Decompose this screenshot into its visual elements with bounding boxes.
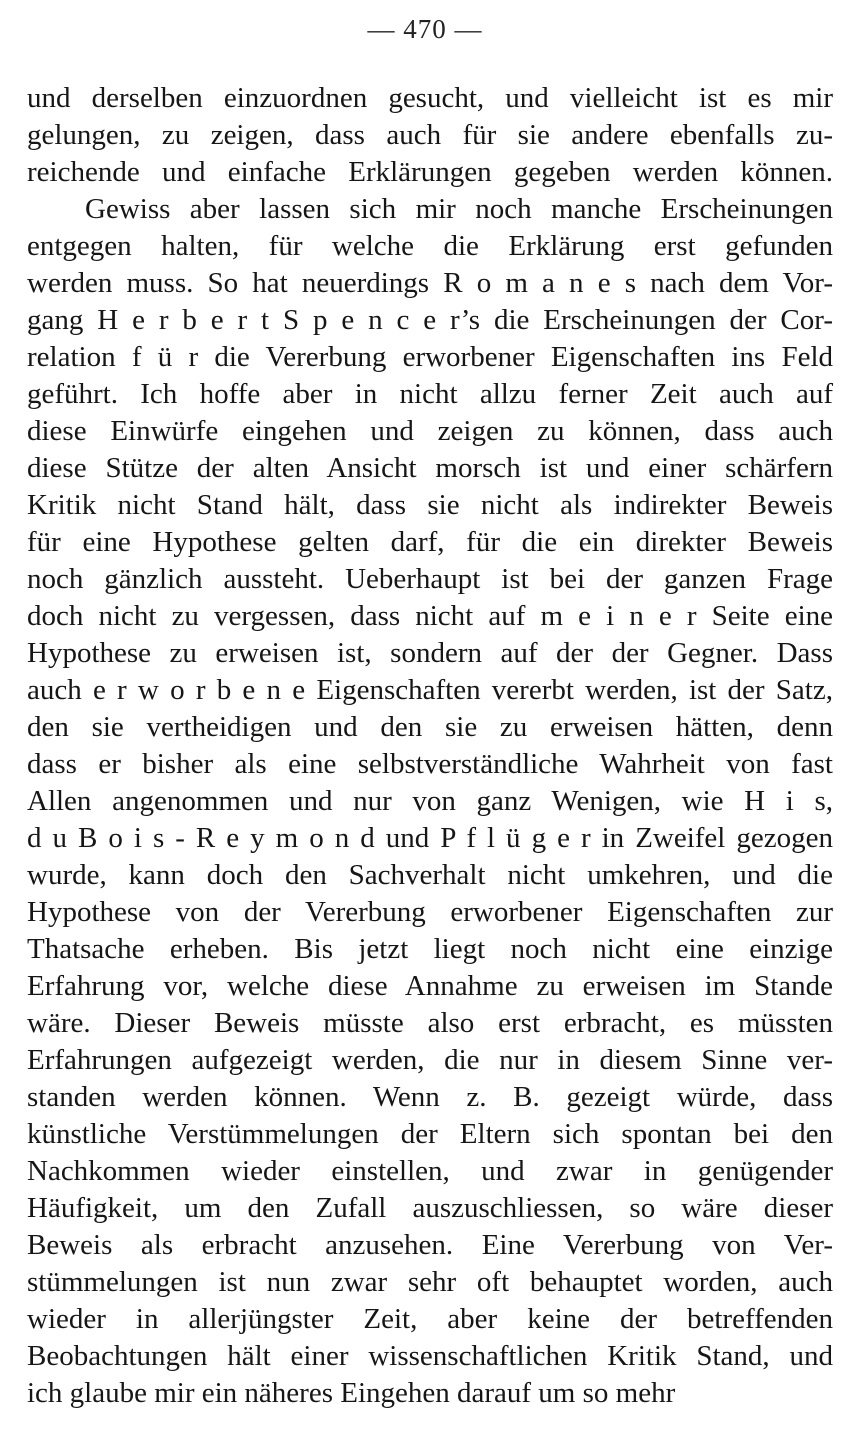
text-line: dass er bisher als eine selbstverständliche Wahrheit von fast — [27, 748, 833, 780]
text-line: Häufigkeit, um den Zufall auszuschliessen, so wäre dieser — [27, 1192, 833, 1224]
text-line: ich glaube mir ein näheres Eingehen darauf um so mehr — [27, 1377, 676, 1409]
text-line: Kritik nicht Stand hält, dass sie nicht als indirekter Beweis — [27, 489, 833, 521]
page-number: — 470 — — [367, 14, 483, 44]
text-line: Erfahrung vor, welche diese Annahme zu erweisen im Stande — [27, 970, 833, 1002]
text-line: noch gänzlich aussteht. Ueberhaupt ist bei der ganzen Frage — [27, 563, 833, 595]
text-line: Beweis als erbracht anzusehen. Eine Vererbung von Ver- — [27, 1229, 833, 1261]
text-line: d u B o i s - R e y m o n d und P f l ü g e r in Zweifel gezogen — [27, 822, 833, 854]
text-line: stümmelungen ist nun zwar sehr oft behauptet worden, auch — [27, 1266, 833, 1298]
text-line: doch nicht zu vergessen, dass nicht auf m e i n e r Seite eine — [27, 600, 833, 632]
text-line: für eine Hypothese gelten darf, für die ein direkter Beweis — [27, 526, 833, 558]
text-line: standen werden können. Wenn z. B. gezeigt würde, dass — [27, 1081, 833, 1113]
text-line: relation f ü r die Vererbung erworbener Eigenschaften ins Feld — [27, 341, 833, 373]
text-line: Beobachtungen hält einer wissenschaftlichen Kritik Stand, und — [27, 1340, 833, 1372]
text-line: wieder in allerjüngster Zeit, aber keine der betreffenden — [27, 1303, 833, 1335]
text-line: Hypothese zu erweisen ist, sondern auf der der Gegner. Dass — [27, 637, 833, 669]
text-line: gang H e r b e r t S p e n c e r’s die Erscheinungen der Cor- — [27, 304, 833, 336]
text-line: reichende und einfache Erklärungen gegeben werden können. — [27, 156, 833, 188]
text-line: diese Stütze der alten Ansicht morsch ist und einer schärfern — [27, 452, 833, 484]
text-line: werden muss. So hat neuerdings R o m a n e s nach dem Vor- — [27, 267, 833, 299]
text-line: wäre. Dieser Beweis müsste also erst erbracht, es müssten — [27, 1007, 833, 1039]
text-line: künstliche Verstümmelungen der Eltern sich spontan bei den — [27, 1118, 833, 1150]
text-line: den sie vertheidigen und den sie zu erweisen hätten, denn — [27, 711, 833, 743]
text-line: Nachkommen wieder einstellen, und zwar in genügender — [27, 1155, 833, 1187]
text-line: Erfahrungen aufgezeigt werden, die nur in diesem Sinne ver- — [27, 1044, 833, 1076]
text-line: Allen angenommen und nur von ganz Wenigen, wie H i s, — [27, 785, 833, 817]
text-line: und derselben einzuordnen gesucht, und vielleicht ist es mir — [27, 82, 833, 114]
body-text — [27, 80, 833, 1412]
text-line: auch e r w o r b e n e Eigenschaften vererbt werden, ist der Satz, — [27, 674, 833, 706]
text-line: gelungen, zu zeigen, dass auch für sie andere ebenfalls zu- — [27, 119, 833, 151]
text-line: wurde, kann doch den Sachverhalt nicht umkehren, und die — [27, 859, 833, 891]
text-line: diese Einwürfe eingehen und zeigen zu können, dass auch — [27, 415, 833, 447]
text-line: Thatsache erheben. Bis jetzt liegt noch nicht eine einzige — [27, 933, 833, 965]
text-line: entgegen halten, für welche die Erklärung erst gefunden — [27, 230, 833, 262]
text-line: Gewiss aber lassen sich mir noch manche Erscheinungen — [85, 193, 833, 225]
text-line: Hypothese von der Vererbung erworbener Eigenschaften zur — [27, 896, 833, 928]
text-line: geführt. Ich hoffe aber in nicht allzu ferner Zeit auch auf — [27, 378, 833, 410]
